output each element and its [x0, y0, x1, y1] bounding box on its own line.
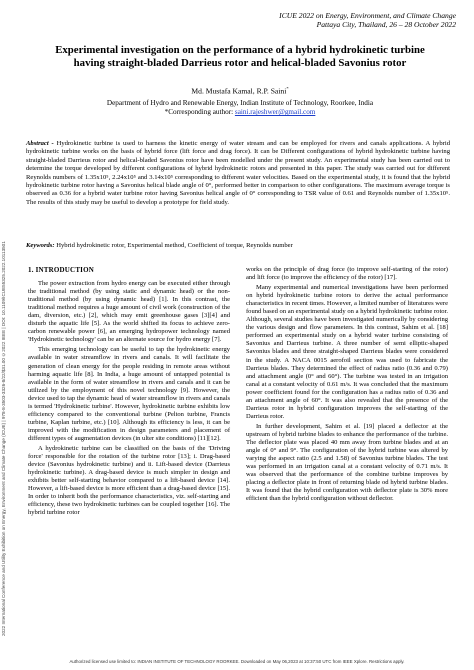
corresponding-label: *Corresponding author:	[164, 108, 235, 117]
paper-title	[40, 44, 440, 70]
affiliation-block	[40, 99, 440, 118]
left-paragraph-2: This emerging technology can be useful to tap the hydrokinetic energy available in water streamflow in rivers and canals. It will facilitate the generation of clean energy for the people residing in remote areas without harming aquatic life [8]. In India, a huge amount of untapped potential is available in the form of water streamflow in rivers and canals and it can be utilized by the employment of this novel technology [9]. However, the device used to tap the dynamic head of water streamflow in rivers and canals is termed 'Hydrokinetic turbine'. However, hydrokinetic turbine exhibits low efficiency compared to the conventional turbine (Pelton turbine, Francis turbine, Kaplan turbine, etc.) [10]. Although its efficiency is less, it can be improved with the modification in design parameters and placement of different types of augmentation devices (in ulter site conditions) [11][12].	[28, 346, 230, 442]
keywords-label: Keywords:	[26, 242, 55, 249]
license-footer: Authorized licensed use limited to: INDIAN INSTITUTE OF TECHNOLOGY ROORKEE. Downloaded on May 06,2023 at 10:37:50 UTC from IEEE Xplore. Restrictions apply.	[69, 659, 405, 664]
side-identifier: 2022 International Conference and Utility Exhibition on Energy, Environment and Climate Change (ICUE) | 978-8-3503-3326-8/22/$31.00 ©2022 IEEE | DOI: 10.1109/ICUE55325.2022.10113501	[1, 241, 6, 636]
left-paragraph-1: The power extraction from hydro energy can be executed either through the traditional method (by using static and dynamic head) or the non-traditional method (by using dynamic head) [1]. In this contrast, the traditional method requires a huge amount of civil work (construction of the dam, diversion, etc.) [2], which may emit greenhouse gases [3][4] and disturb the aquatic life [5]. As the world shifted its focus to achieve zero-carbon renewable power [6], an emerging hydropower technology named 'Hydrokinetic technology' can be an alternate source for hydro energy [7].	[28, 280, 230, 344]
conference-line-1: ICUE 2022 on Energy, Environment, and Climate Change	[279, 11, 456, 20]
right-column	[246, 266, 448, 505]
author-mark: *	[286, 86, 289, 91]
abstract	[26, 140, 450, 207]
abstract-text: Hydrokinetic turbine is used to harness the kinetic energy of water stream and can be employed for rivers and canals applications. A hybrid hydrokinetic turbine works on the basis of hybrid force (lift force and drag force). It can be Different configurations of hybrid hydrokinetic turbine having straight-bladed Darrieus rotor and helical-bladed Savonius rotor have been modelled under the present study. An experimental study has been carried out to determine the torque developed by different configurations of hybrid hydrokinetic rotors and presented in this paper. The study was carried out for different Reynolds numbers of 1.35x10⁵, 2.24x10⁵ and 3.14x10⁵ corresponding to different water velocities. Based on the experimental study, it is found that the hybrid hydrokinetic turbine rotor having a Savonius helical blade angle of 0°, performed better in comparison to other configurations. The maximum average torque is observed as 0.36 for a hybrid water turbine rotor having Savonius helical angle of 0° corresponding to TSR value of 0.61 and Reynolds number of 1.35x10⁵. The results of this study may be useful to develop a prototype for field study.	[26, 140, 450, 206]
keywords	[26, 242, 450, 250]
section-heading-introduction: 1. INTRODUCTION	[28, 266, 95, 274]
conference-header	[279, 11, 456, 29]
corresponding-email-link[interactable]: saini.rajeshwer@gmail.com	[234, 108, 316, 117]
right-paragraph-2: Many experimental and numerical investigations have been performed on hybrid hydrokinetic turbine rotors to derive the actual performance characteristics in recent times. However, a limited number of literatures were found based on an experimental study on a hybrid hydrokinetic turbine rotor. Although, several studies have been investigated numerically by considering the various design and flow parameters. In this contrast, Sahim et al. [18] performed an experimental study on a hybrid water turbine consisting of Savonius and Darrieus turbine. A three number of semi elliptic-shaped Savonius blades and three straight-shaped Darrieus blades were considered in the study. A NACA 0015 aerofoil section was used to fabricate the Darrieus blades. They determined the effect of radius ratio (0.36 and 0.79) and attachment angle (0° and 60°). The turbine was tested in an irrigation canal at a constant velocity of 0.61 m/s. It was concluded that the maximum power coefficient found for the configuration has a radius ratio of 0.36 and an attachment angle of 60°. It was also revealed that the presence of the Darrieus rotor in hybrid configuration improves the self-starting of the Darrieus rotor.	[246, 284, 448, 420]
corresponding-author	[40, 108, 440, 117]
title-line-1: Experimental investigation on the performance of a hybrid hydrokinetic turbine	[55, 44, 425, 56]
right-paragraph-1: works on the principle of drag force (to improve self-starting of the rotor) and lift force (to improve the efficiency of the rotor) [17].	[246, 266, 448, 282]
left-column	[28, 266, 230, 519]
left-paragraph-3: A hydrokinetic turbine can be classified on the basis of the 'Driving force' responsible for the rotation of the turbine rotor [13]; i. Drag-based device (Savonius hydrokinetic turbine) and ii. Lift-based device (Darrieus hydrokinetic turbine). A drag-based device is much simpler in design and exhibits better self-starting behavior compared to a lift-based device [14]. However, a lift-based device is more efficient than a drag-based device [15]. In order to inherit both the performance characteristics, viz. self-starting and efficiency, these two hydrokinetic turbines can be coupled together [16]. The hybrid turbine rotor	[28, 444, 230, 517]
title-line-2: having straight-bladed Darrieus rotor and helical-bladed Savonius rotor	[73, 57, 407, 69]
conference-line-2: Pattaya City, Thailand, 26 – 28 October 2022	[316, 20, 456, 29]
author-names: Md. Mustafa Kamal, R.P. Saini	[191, 86, 287, 96]
abstract-label: Abstract -	[26, 140, 54, 147]
authors	[40, 84, 440, 97]
keywords-text: Hybrid hydrokinetic rotor, Experimental method, Coefficient of torque, Reynolds number	[54, 242, 293, 249]
affiliation: Department of Hydro and Renewable Energy, Indian Institute of Technology, Roorkee, India	[106, 99, 374, 107]
right-paragraph-3: In further development, Sahim et al. [19] placed a deflector at the upstream of hybrid turbine blades to enhance the performance of the turbine. The deflector plate was placed 40 mm away from turbine blades and at an angle of 0° and 9°. The configuration of the hybrid turbine was altered by varying the aspect ratio (2.5 and 1.58) of Savonius turbine blades. The test was performed in an irrigation canal at a constant velocity of 0.71 m/s. It was observed that the performance of the combine turbine improves by placing a deflector plate in front of returning blade od hybrid turbine blades. It was found that the hybrid configuration with deflector plate is 30% more efficient than the hybrid configuration without deflector.	[246, 422, 448, 503]
